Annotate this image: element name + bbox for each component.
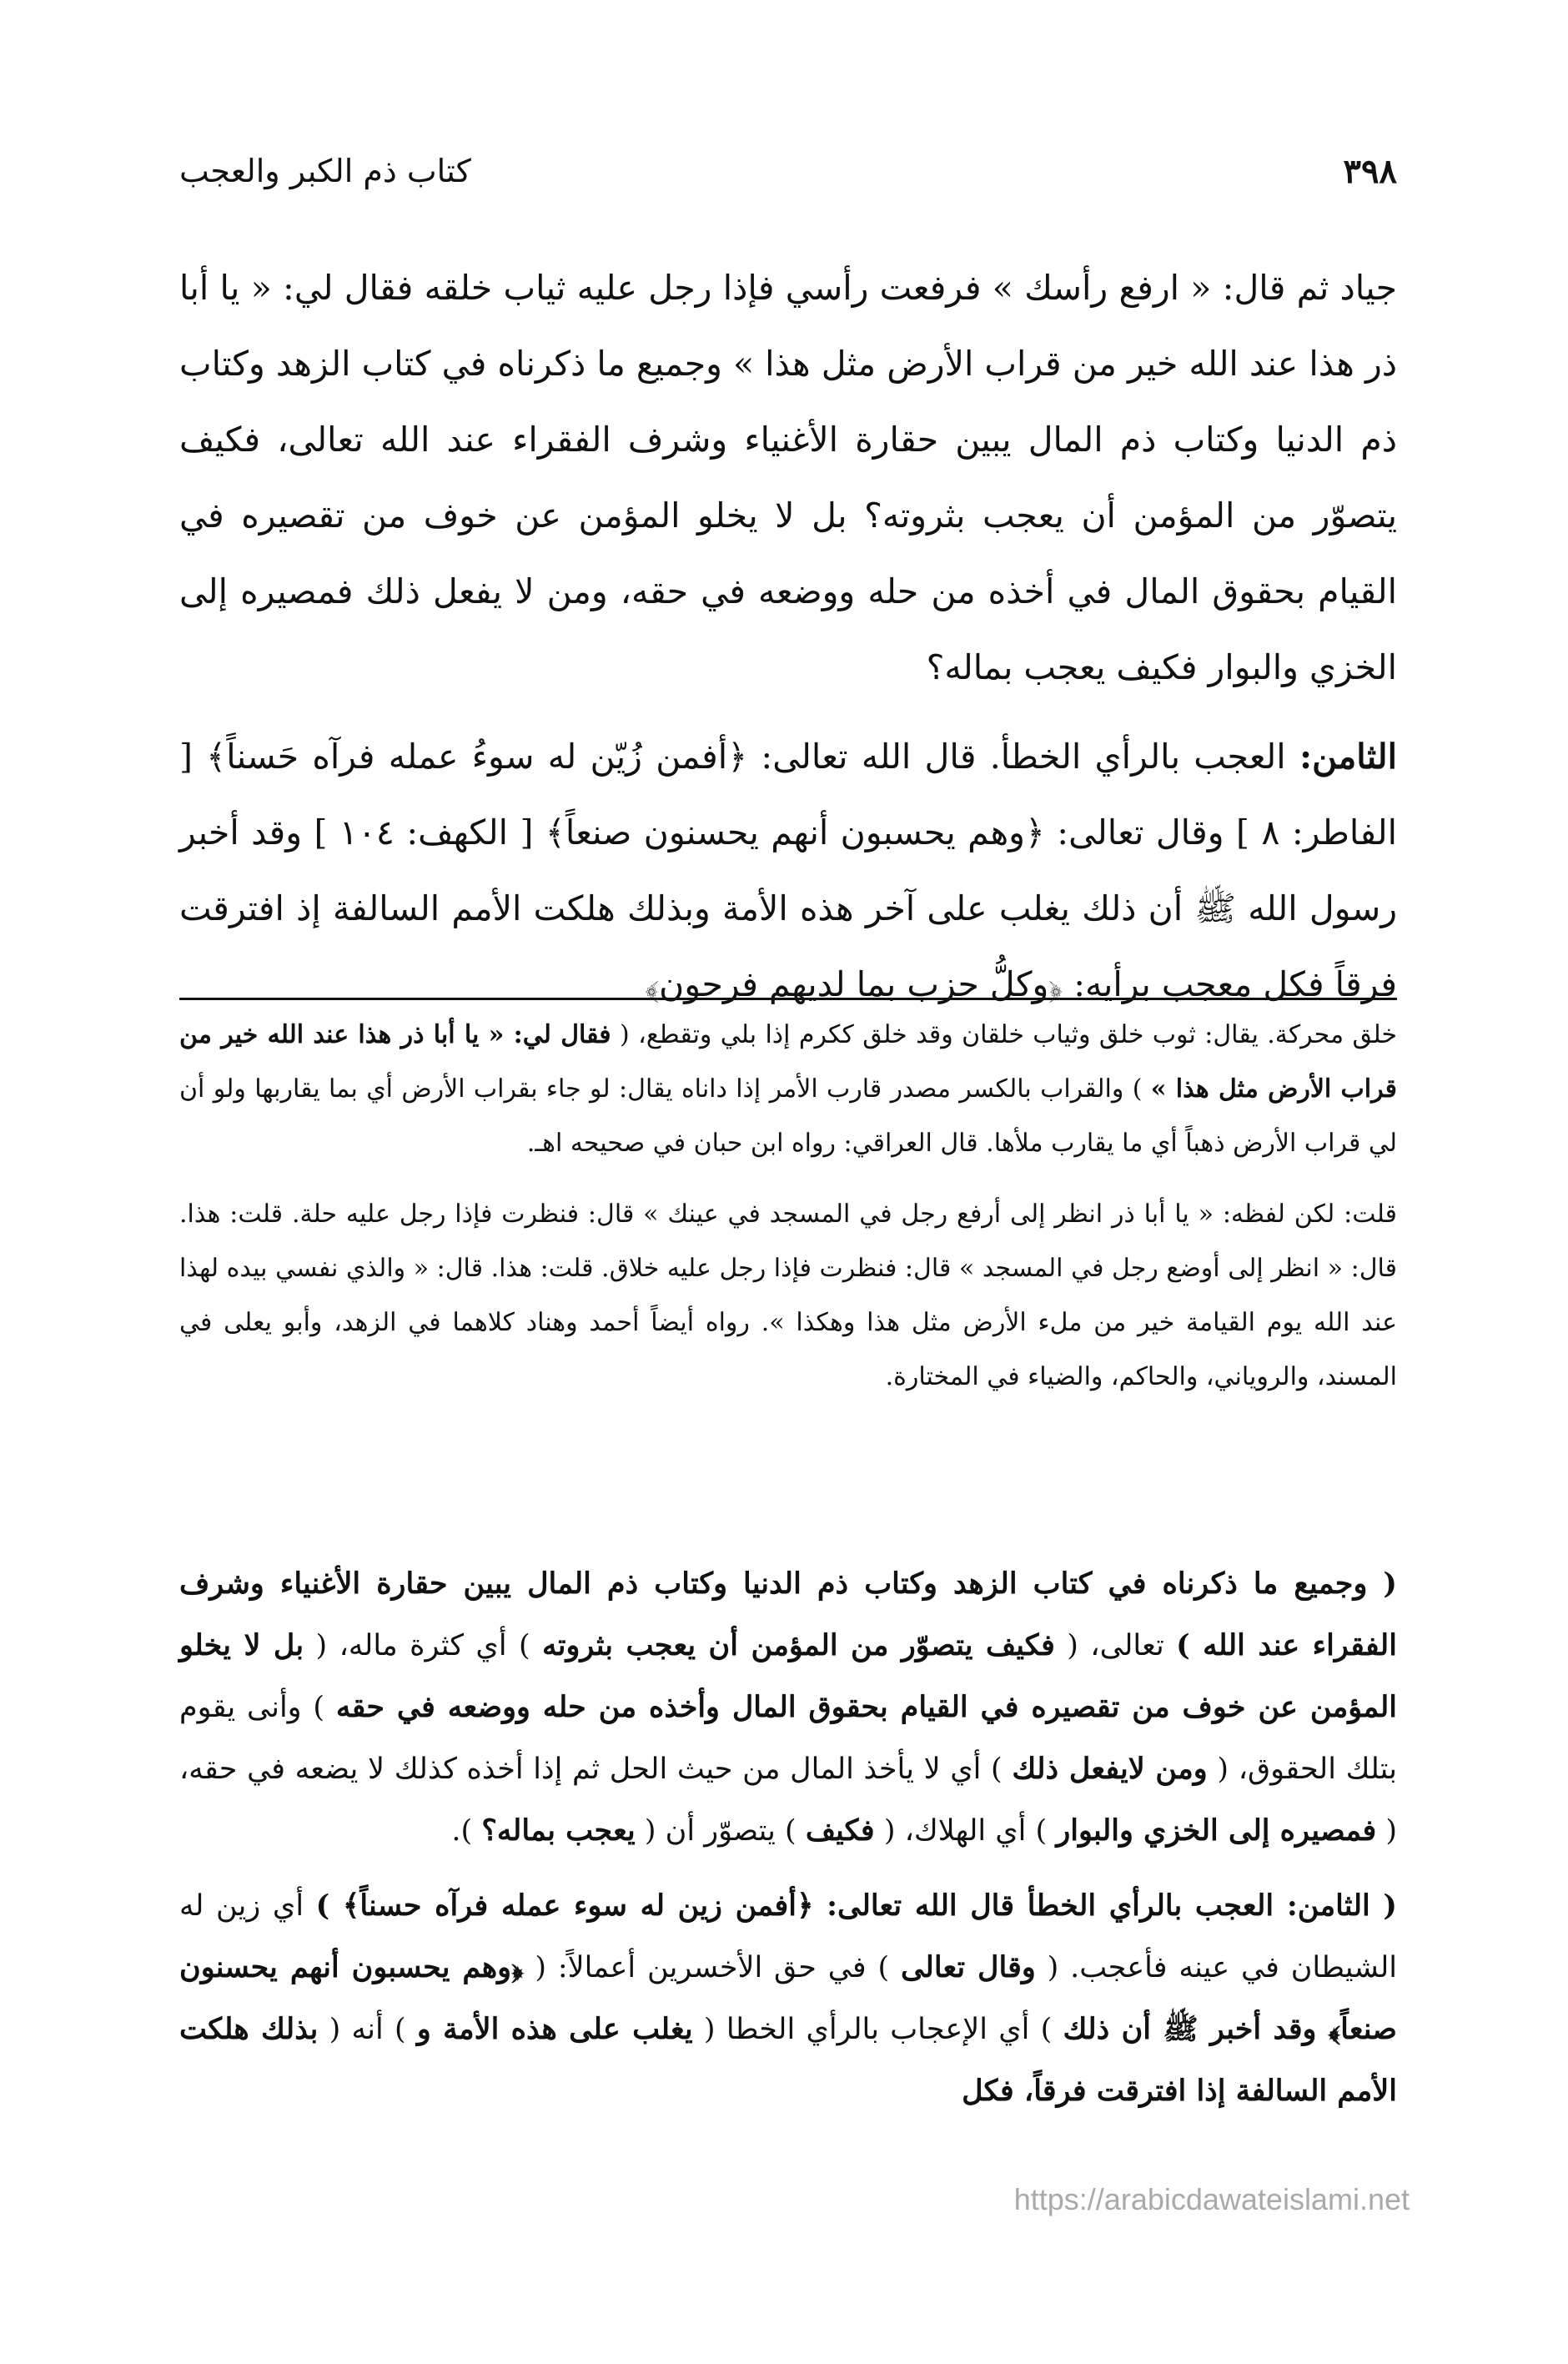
commentary-quote: بل لا يخلو المؤمن عن خوف من تقصيره في القيام بحقوق المال وأخذه من حله ووضعه في حقه [179, 1628, 1397, 1724]
commentary-text: ) أنه ( [329, 2013, 406, 2046]
footnote-divider [179, 998, 1397, 1000]
page-number: ٣٩٨ [1343, 151, 1397, 191]
footnote-1-text-a: خلق محركة. يقال: ثوب خلق وثياب خلقان وقد خلق ككرم إذا بلي وتقطع، ( [620, 1020, 1397, 1049]
commentary-paragraph-1 [179, 1553, 1397, 1862]
footnote-1-text-b: ) والقراب بالكسر مصدر قارب الأمر إذا داناه يقال: لو جاء بقراب الأرض أي بما يقاربها ولو أن لي قراب الأرض ذهباً أي ما يقارب ملأها. قال العراقي: رواه ابن حبان في صحيحه اهـ. [179, 1074, 1397, 1158]
section-label-eighth: الثامن: [1299, 737, 1397, 777]
commentary-text: ) أي كثرة ماله، ( [315, 1629, 530, 1662]
commentary-quote: فكيف يتصوّر من المؤمن أن يعجب بثروته [542, 1628, 1055, 1662]
watermark-url: https://arabicdawateislami.net [1013, 2182, 1410, 2216]
main-paragraph-2 [179, 719, 1397, 1023]
running-title: كتاب ذم الكبر والعجب [179, 153, 471, 189]
commentary-text: ) أي الإعجاب بالرأي الخطا ( [703, 2013, 1053, 2046]
commentary-quote: وقال تعالى [901, 1950, 1036, 1984]
footnote-1 [179, 1008, 1397, 1170]
commentary-text: ) أي لا يأخذ المال من حيث الحل ثم إذا أخذه كذلك لا يضعه في حقه، ( [179, 1753, 1397, 1848]
commentary-text: ). [451, 1814, 473, 1848]
commentary [179, 1553, 1397, 2122]
footnotes [179, 1008, 1397, 1404]
main-paragraph-2-text: العجب بالرأي الخطأ. قال الله تعالى: ﴿أفمن زُيّن له سوءُ عمله فرآه حَسناً﴾ [ الفاطر: ٨ ] وقال تعالى: ﴿وهم يحسبون أنهم يحسنون صنعاً﴾ [ الكهف: ١٠٤ ] وقد أخبر رسول الله ﷺ أن ذلك يغلب على آخر هذه الأمة وبذلك هلكت الأمم السالفة إذ افترقت فرقاً فكل معجب برأيه: ﴿وكلُّ حزب بما لديهم فرحون﴾ [179, 737, 1397, 1004]
commentary-text: ) يتصوّر أن ( [644, 1814, 797, 1848]
page-header [179, 142, 1397, 200]
commentary-paragraph-2 [179, 1875, 1397, 2122]
commentary-quote: يعجب بماله؟ [481, 1813, 636, 1848]
commentary-quote: يغلب على هذه الأمة و [416, 2012, 693, 2046]
main-text [179, 250, 1397, 1023]
commentary-quote: ﴿وهم يحسبون أنهم يحسنون صنعاً﴾ وقد أخبر ﷺ أن ذلك [179, 1950, 1397, 2046]
commentary-quote: ومن لايفعل ذلك [1012, 1752, 1208, 1786]
commentary-quote: ( الثامن: العجب بالرأي الخطأ قال الله تعالى: ﴿أفمن زين له سوء عمله فرآه حسناً﴾ ) [315, 1889, 1397, 1923]
footnote-1-quote: فقال لي: « يا أبا ذر هذا عند الله خير من قراب الأرض مثل هذا » [179, 1020, 1397, 1104]
commentary-quote: فمصيره إلى الخزي والبوار [1056, 1813, 1377, 1848]
commentary-text: ) وأنى يقوم بتلك الحقوق، ( [179, 1691, 1397, 1786]
commentary-text: ) أي الهلاك، ( [883, 1814, 1048, 1848]
main-paragraph-1: جياد ثم قال: « ارفع رأسك » فرفعت رأسي فإذا رجل عليه ثياب خلقه فقال لي: « يا أبا ذر هذا عند الله خير من قراب الأرض مثل هذا » وجميع ما ذكرناه في كتاب الزهد وكتاب ذم الدنيا وكتاب ذم المال يبين حقارة الأغنياء وشرف الفقراء عند الله تعالى، فكيف يتصوّر من المؤمن أن يعجب بثروته؟ بل لا يخلو المؤمن عن خوف من تقصيره في القيام بحقوق المال في أخذه من حله ووضعه في حقه، ومن لا يفعل ذلك فمصيره إلى الخزي والبوار فكيف يعجب بماله؟ [179, 268, 1397, 687]
commentary-quote: فكيف [805, 1813, 875, 1848]
footnote-2: قلت: لكن لفظه: « يا أبا ذر انظر إلى أرفع رجل في المسجد في عينك » قال: فنظرت فإذا رجل عليه حلة. قلت: هذا. قال: « انظر إلى أوضع رجل في المسجد » قال: فنظرت فإذا رجل عليه خلاق. قلت: هذا. قال: « والذي نفسي بيده لهذا عند الله يوم القيامة خير من ملء الأرض مثل هذا وهكذا ». رواه أيضاً أحمد وهناد كلاهما في الزهد، وأبو يعلى في المسند، والروياني، والحاكم، والضياء في المختارة. [179, 1200, 1397, 1391]
commentary-quote: بذلك هلكت الأمم السالفة إذا افترقت فرقاً، فكل [179, 2012, 1397, 2108]
commentary-quote: ( وجميع ما ذكرناه في كتاب الزهد وكتاب ذم الدنيا وكتاب ذم المال يبين حقارة الأغنياء وشرف الفقراء عند الله ) [179, 1567, 1397, 1662]
commentary-text: تعالى، ( [1067, 1629, 1164, 1662]
commentary-text: ) في حق الأخسرين أعمالاً: ( [535, 1951, 890, 1984]
commentary-text: أي زين له الشيطان في عينه فأعجب. ( [179, 1889, 1397, 1984]
